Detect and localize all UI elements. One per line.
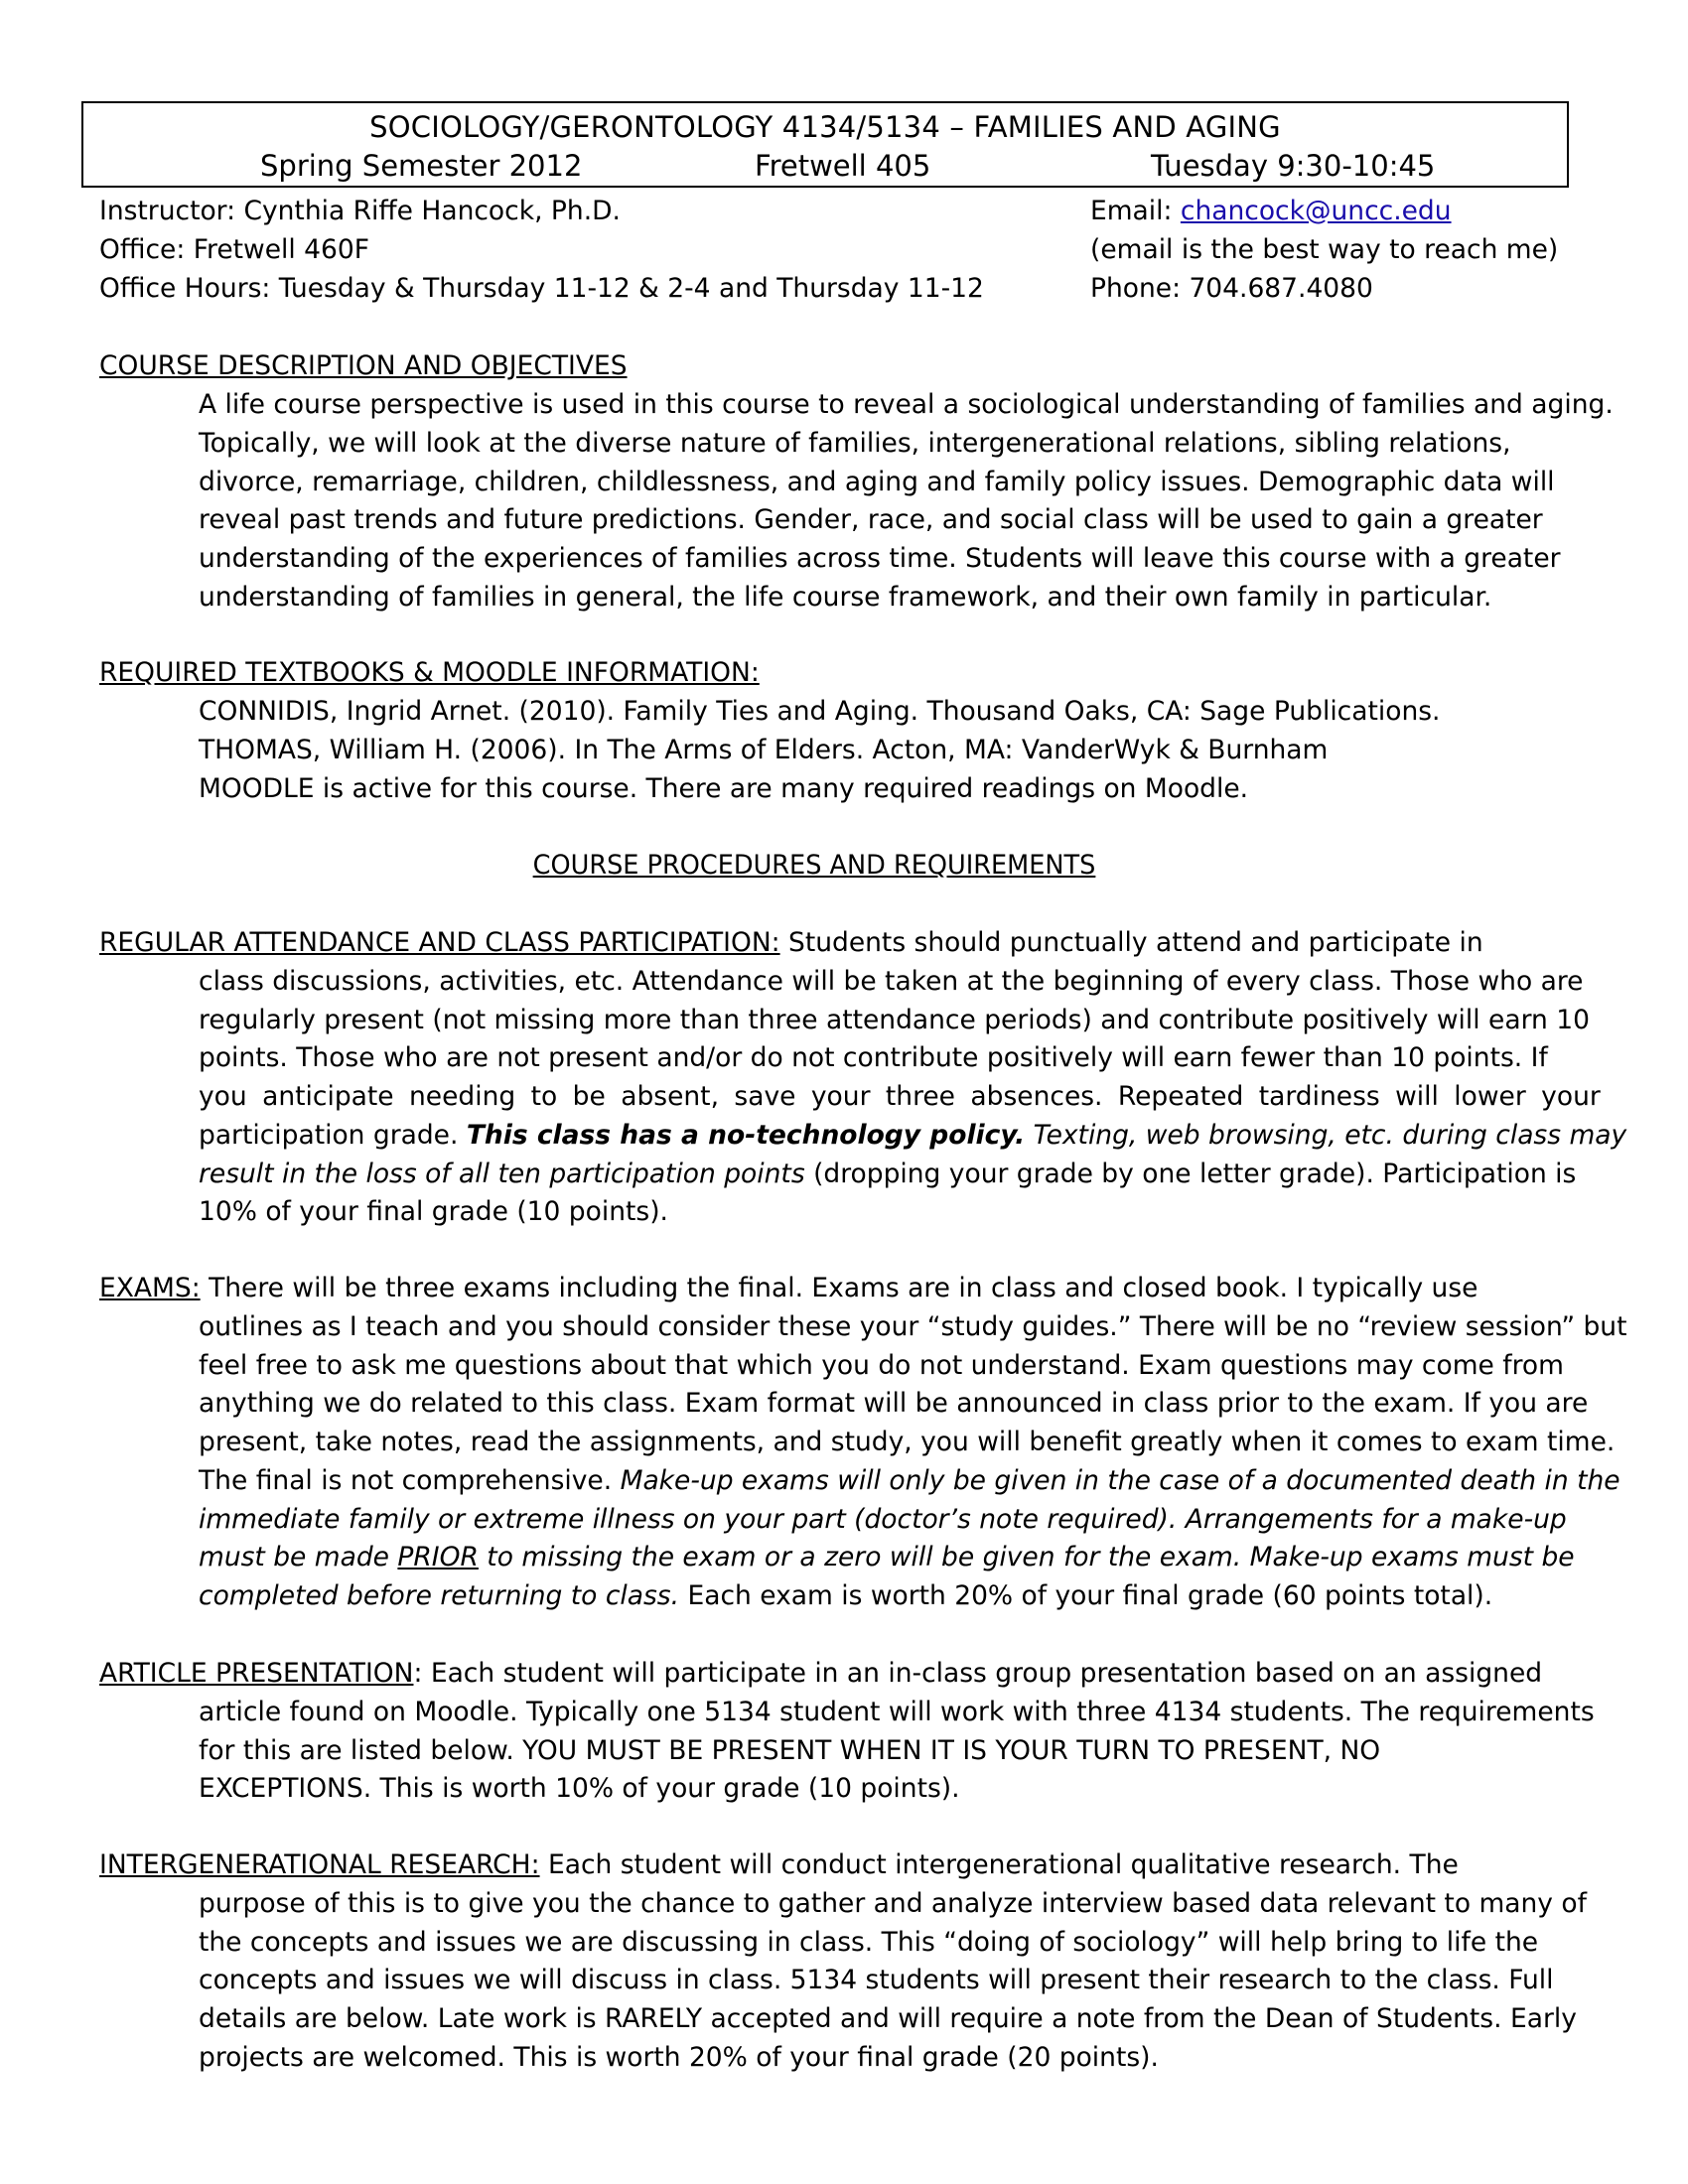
no-technology-policy: This class has a no-technology policy. bbox=[466, 1120, 1026, 1151]
exams-first-line bbox=[99, 1273, 1477, 1303]
research-heading: INTERGENERATIONAL RESEARCH: bbox=[99, 1849, 540, 1880]
room: Fretwell 405 bbox=[755, 149, 931, 183]
office-hours: Office Hours: Tuesday & Thursday 11-12 & 2-4 and Thursday 11-12 bbox=[99, 273, 984, 304]
phone: Phone: 704.687.4080 bbox=[1090, 273, 1373, 304]
paragraph-line: understanding of families in general, the life course framework, and their own family in particular. bbox=[199, 582, 1492, 613]
email-note: (email is the best way to reach me) bbox=[1090, 234, 1559, 265]
research-intro: Each student will conduct intergenerational qualitative research. The bbox=[539, 1849, 1459, 1880]
paragraph-line: understanding of the experiences of families across time. Students will leave this course with a greater bbox=[199, 543, 1561, 574]
paragraph-line: regularly present (not missing more than three attendance periods) and contribute positively will earn 10 bbox=[199, 1005, 1590, 1035]
paragraph-line bbox=[199, 1159, 1576, 1189]
paragraph-line: outlines as I teach and you should consider these your “study guides.” There will be no “review session” but bbox=[199, 1311, 1627, 1342]
paragraph-line: reveal past trends and future predictions. Gender, race, and social class will be used to gain a greater bbox=[199, 504, 1543, 535]
text-run: (dropping your grade by one letter grade). Participation is bbox=[804, 1159, 1577, 1189]
research-first-line bbox=[99, 1849, 1459, 1880]
paragraph-line: EXCEPTIONS. This is worth 10% of your grade (10 points). bbox=[199, 1773, 960, 1804]
paragraph-line bbox=[199, 1542, 1575, 1572]
text-run: result in the loss of all ten participation points bbox=[199, 1159, 805, 1189]
paragraph-line: A life course perspective is used in this course to reveal a sociological understanding of families and aging. bbox=[199, 389, 1614, 420]
paragraph-line: Topically, we will look at the diverse nature of families, intergenerational relations, sibling relations, bbox=[199, 428, 1511, 459]
attendance-heading: REGULAR ATTENDANCE AND CLASS PARTICIPATION: bbox=[99, 927, 780, 958]
text-run: participation grade. bbox=[199, 1120, 467, 1151]
paragraph-line: you anticipate needing to be absent, save your three absences. Repeated tardiness will lower your bbox=[199, 1081, 1601, 1112]
paragraph-line: divorce, remarriage, children, childlessness, and aging and family policy issues. Demographic data will bbox=[199, 467, 1555, 497]
article-intro: : Each student will participate in an in-class group presentation based on an assigned bbox=[413, 1658, 1543, 1689]
text-run: The final is not comprehensive. bbox=[199, 1465, 621, 1496]
article-first-line bbox=[99, 1658, 1542, 1689]
paragraph-line bbox=[199, 1580, 1492, 1611]
attendance-first-line bbox=[99, 927, 1483, 958]
paragraph-line: projects are welcomed. This is worth 20% of your final grade (20 points). bbox=[199, 2042, 1159, 2073]
paragraph-line: feel free to ask me questions about that which you do not understand. Exam questions may come from bbox=[199, 1350, 1564, 1381]
class-time: Tuesday 9:30-10:45 bbox=[1151, 149, 1436, 183]
paragraph-line: 10% of your final grade (10 points). bbox=[199, 1196, 668, 1227]
paragraph-line bbox=[199, 1465, 1620, 1496]
paragraph-line: immediate family or extreme illness on your part (doctor’s note required). Arrangements for a make-up bbox=[199, 1504, 1567, 1535]
text-run: Each exam is worth 20% of your final grade (60 points total). bbox=[679, 1580, 1493, 1611]
email-label: Email: bbox=[1090, 196, 1181, 226]
paragraph-line bbox=[199, 1120, 1626, 1151]
paragraph-line: present, take notes, read the assignments, and study, you will benefit greatly when it comes to exam time. bbox=[199, 1427, 1616, 1457]
course-header-box bbox=[81, 101, 1569, 188]
textbook-line: THOMAS, William H. (2006). In The Arms of Elders. Acton, MA: VanderWyk & Burnham bbox=[199, 735, 1329, 765]
textbooks-heading: REQUIRED TEXTBOOKS & MOODLE INFORMATION: bbox=[99, 657, 760, 688]
semester: Spring Semester 2012 bbox=[260, 149, 583, 183]
course-title: SOCIOLOGY/GERONTOLOGY 4134/5134 – FAMILIES AND AGING bbox=[369, 110, 1281, 144]
email-link[interactable]: chancock@uncc.edu bbox=[1180, 196, 1452, 226]
paragraph-line: article found on Moodle. Typically one 5134 student will work with three 4134 students. The requirements bbox=[199, 1697, 1595, 1727]
attendance-intro: Students should punctually attend and participate in bbox=[779, 927, 1483, 958]
exams-intro: There will be three exams including the final. Exams are in class and closed book. I typically use bbox=[200, 1273, 1478, 1303]
paragraph-line: purpose of this is to give you the chance to gather and analyze interview based data relevant to many of bbox=[199, 1888, 1587, 1919]
text-run: completed before returning to class. bbox=[199, 1580, 680, 1611]
paragraph-line: details are below. Late work is RARELY accepted and will require a note from the Dean of Students. Early bbox=[199, 2003, 1577, 2034]
paragraph-line: anything we do related to this class. Exam format will be announced in class prior to the exam. If you are bbox=[199, 1388, 1589, 1419]
text-run: to missing the exam or a zero will be given for the exam. Make-up exams must be bbox=[478, 1542, 1575, 1572]
article-heading: ARTICLE PRESENTATION bbox=[99, 1658, 414, 1689]
paragraph-line: for this are listed below. YOU MUST BE PRESENT WHEN IT IS YOUR TURN TO PRESENT, NO bbox=[199, 1735, 1381, 1766]
paragraph-line: concepts and issues we will discuss in class. 5134 students will present their research to the class. Full bbox=[199, 1965, 1554, 1995]
paragraph-line: class discussions, activities, etc. Attendance will be taken at the beginning of every class. Those who are bbox=[199, 966, 1584, 997]
text-run: Texting, web browsing, etc. during class may bbox=[1025, 1120, 1627, 1151]
email-line bbox=[1090, 196, 1452, 226]
prior-emphasis: PRIOR bbox=[397, 1542, 479, 1572]
text-run: must be made bbox=[199, 1542, 398, 1572]
paragraph-line: points. Those who are not present and/or do not contribute positively will earn fewer than 10 points. If bbox=[199, 1042, 1548, 1073]
textbook-line: CONNIDIS, Ingrid Arnet. (2010). Family Ties and Aging. Thousand Oaks, CA: Sage Publications. bbox=[199, 696, 1441, 727]
paragraph-line: the concepts and issues we are discussing in class. This “doing of sociology” will help bring to life the bbox=[199, 1927, 1539, 1958]
instructor: Instructor: Cynthia Riffe Hancock, Ph.D. bbox=[99, 196, 621, 226]
course-description-heading: COURSE DESCRIPTION AND OBJECTIVES bbox=[99, 350, 628, 381]
text-run: Make-up exams will only be given in the case of a documented death in the bbox=[620, 1465, 1620, 1496]
moodle-line: MOODLE is active for this course. There are many required readings on Moodle. bbox=[199, 773, 1249, 804]
exams-heading: EXAMS: bbox=[99, 1273, 201, 1303]
procedures-heading: COURSE PROCEDURES AND REQUIREMENTS bbox=[532, 850, 1096, 881]
office: Office: Fretwell 460F bbox=[99, 234, 369, 265]
